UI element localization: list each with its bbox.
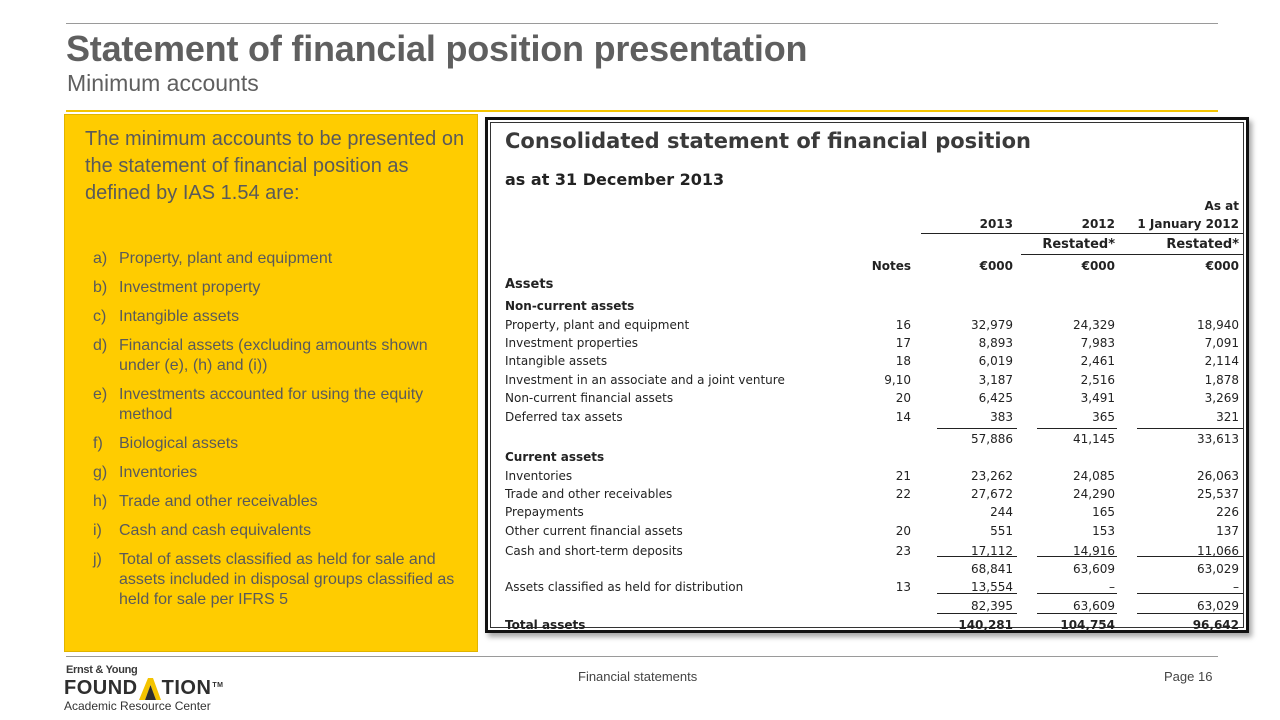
- row-notes: 18: [895, 354, 911, 368]
- row-label: Trade and other receivables: [505, 487, 673, 501]
- logo-trademark: TM: [212, 682, 224, 689]
- row-label: Investment properties: [505, 336, 639, 350]
- value-2013: 551: [990, 524, 1013, 538]
- page-number: Page 16: [1164, 669, 1213, 684]
- logo-a-icon: [139, 678, 161, 700]
- list-letter: b): [93, 279, 108, 296]
- unit-2013: €000: [979, 259, 1013, 273]
- list-text: Property, plant and equipment: [119, 250, 333, 267]
- value-2013: 8,893: [978, 336, 1013, 350]
- list-item: [93, 278, 465, 298]
- subtotal-rule: [937, 428, 1017, 429]
- value-2012: 24,290: [1073, 487, 1115, 501]
- list-text: Inventories: [119, 464, 198, 481]
- value-2012: 24,329: [1073, 318, 1115, 332]
- row-notes: 14: [895, 410, 911, 424]
- value-2013: 23,262: [971, 469, 1013, 483]
- value-2012: 2,516: [1080, 373, 1115, 387]
- list-item: [93, 550, 465, 610]
- list-text: Investment property: [119, 279, 261, 296]
- unit-2011: €000: [1205, 259, 1239, 273]
- current-heading: Current assets: [505, 450, 605, 464]
- bottom-rule: [66, 656, 1218, 657]
- value-2012: 3,491: [1080, 391, 1115, 405]
- page-subtitle: Minimum accounts: [67, 70, 259, 96]
- row-notes: 20: [895, 524, 911, 538]
- row-notes: 13: [895, 580, 911, 594]
- list-letter: a): [93, 250, 108, 267]
- subtotal-rule: [1037, 613, 1117, 614]
- list-text: Intangible assets: [119, 308, 240, 325]
- header-2013: 2013: [979, 217, 1013, 231]
- value-2011: 26,063: [1197, 469, 1239, 483]
- row-label: Property, plant and equipment: [505, 318, 690, 332]
- restated-2012: Restated*: [1042, 237, 1115, 252]
- value-2012: 153: [1092, 524, 1115, 538]
- value-2012: –: [1109, 580, 1115, 594]
- list-text: Biological assets: [119, 435, 239, 452]
- logo-academic-resource-center: Academic Resource Center: [64, 699, 211, 713]
- value-2013: 82,395: [971, 599, 1013, 613]
- value-2011: 11,066: [1197, 544, 1239, 558]
- header-as-at: As at: [1204, 199, 1239, 213]
- minimum-accounts-list: [93, 249, 465, 619]
- statement-title: Consolidated statement of financial position: [505, 129, 1031, 153]
- header-notes: Notes: [871, 259, 911, 273]
- list-letter: f): [93, 435, 103, 452]
- row-label: Assets classified as held for distribution: [505, 580, 744, 594]
- list-item: [93, 307, 465, 327]
- row-label: Prepayments: [505, 505, 584, 519]
- value-2011: 96,642: [1192, 618, 1239, 632]
- list-letter: d): [93, 337, 108, 354]
- value-2012: 24,085: [1073, 469, 1115, 483]
- value-2013: 27,672: [971, 487, 1013, 501]
- value-2012: 14,916: [1073, 544, 1115, 558]
- list-text: Trade and other receivables: [119, 493, 318, 510]
- list-letter: e): [93, 386, 108, 403]
- value-2013: 140,281: [958, 618, 1013, 632]
- value-2011: –: [1233, 580, 1239, 594]
- logo-text-tion: TION: [161, 677, 212, 699]
- list-item: [93, 336, 465, 376]
- row-label: Other current financial assets: [505, 524, 683, 538]
- list-text: Financial assets (excluding amounts shown under (e), (h) and (i)): [119, 337, 428, 374]
- financial-statement-table: [490, 122, 1244, 632]
- value-2012: 41,145: [1073, 432, 1115, 446]
- row-notes: 17: [895, 336, 911, 350]
- subtotal-rule: [937, 613, 1017, 614]
- value-2012: 2,461: [1080, 354, 1115, 368]
- restated-2011: Restated*: [1166, 237, 1239, 252]
- restated-rule: [1021, 254, 1243, 255]
- minimum-accounts-panel: [64, 114, 478, 652]
- value-2011: 226: [1216, 505, 1239, 519]
- top-rule: [66, 23, 1218, 24]
- subtotal-rule: [1137, 613, 1243, 614]
- value-2012: 7,983: [1080, 336, 1115, 350]
- value-2011: 63,029: [1197, 562, 1239, 576]
- assets-heading: Assets: [505, 277, 554, 292]
- subtotal-rule: [1137, 428, 1243, 429]
- foundation-logo: [64, 678, 224, 700]
- value-2011: 3,269: [1204, 391, 1239, 405]
- noncurrent-heading: Non-current assets: [505, 299, 635, 313]
- row-notes: 21: [895, 469, 911, 483]
- financial-statement-image: [485, 117, 1249, 633]
- value-2011: 7,091: [1204, 336, 1239, 350]
- row-label: Total assets: [505, 618, 586, 632]
- row-label: Inventories: [505, 469, 573, 483]
- row-notes: 9,10: [884, 373, 911, 387]
- value-2013: 57,886: [971, 432, 1013, 446]
- value-2011: 137: [1216, 524, 1239, 538]
- value-2013: 383: [990, 410, 1013, 424]
- subtotal-rule: [1037, 428, 1117, 429]
- list-item: [93, 521, 465, 541]
- list-letter: g): [93, 464, 108, 481]
- row-label: Intangible assets: [505, 354, 608, 368]
- value-2013: 6,425: [978, 391, 1013, 405]
- list-text: Investments accounted for using the equity method: [119, 386, 424, 423]
- value-2013: 3,187: [978, 373, 1013, 387]
- value-2011: 1,878: [1204, 373, 1239, 387]
- list-item: [93, 385, 465, 425]
- value-2013: 68,841: [971, 562, 1013, 576]
- footer-section-title: Financial statements: [578, 669, 698, 684]
- value-2012: 165: [1092, 505, 1115, 519]
- value-2012: 63,609: [1073, 599, 1115, 613]
- row-notes: 23: [895, 544, 911, 558]
- value-2012: 104,754: [1060, 618, 1115, 632]
- header-2012: 2012: [1081, 217, 1115, 231]
- unit-2012: €000: [1081, 259, 1115, 273]
- value-2011: 25,537: [1197, 487, 1239, 501]
- value-2011: 63,029: [1197, 599, 1239, 613]
- list-item: [93, 463, 465, 483]
- value-2013: 244: [990, 505, 1013, 519]
- page-title: Statement of financial position presentation: [66, 28, 808, 69]
- row-label: Investment in an associate and a joint venture: [505, 373, 785, 387]
- row-notes: 20: [895, 391, 911, 405]
- intro-text: The minimum accounts to be presented on the statement of financial position as defined by IAS 1.54 are:: [85, 128, 465, 204]
- row-label: Deferred tax assets: [505, 410, 623, 424]
- row-label: Non-current financial assets: [505, 391, 674, 405]
- list-text: Total of assets classified as held for sale and assets included in disposal groups classified as held for sale per IFRS 5: [119, 551, 455, 608]
- list-item: [93, 434, 465, 454]
- list-letter: j): [93, 551, 102, 568]
- statement-date: as at 31 December 2013: [505, 170, 725, 189]
- value-2011: 33,613: [1197, 432, 1239, 446]
- value-2012: 63,609: [1073, 562, 1115, 576]
- value-2013: 6,019: [978, 354, 1013, 368]
- list-item: [93, 249, 465, 269]
- header-1-jan-2012: 1 January 2012: [1137, 217, 1239, 231]
- list-item: [93, 492, 465, 512]
- row-label: Cash and short-term deposits: [505, 544, 683, 558]
- list-letter: c): [93, 308, 107, 325]
- value-2012: 365: [1092, 410, 1115, 424]
- row-notes: 16: [895, 318, 911, 332]
- value-2011: 2,114: [1204, 354, 1239, 368]
- row-notes: 22: [895, 487, 911, 501]
- logo-ernst-young: Ernst & Young: [66, 664, 138, 676]
- value-2011: 321: [1216, 410, 1239, 424]
- list-letter: i): [93, 522, 102, 539]
- gold-divider: [66, 110, 1218, 112]
- value-2013: 13,554: [971, 580, 1013, 594]
- value-2013: 17,112: [971, 544, 1013, 558]
- header-rule: [921, 233, 1243, 234]
- logo-text-found: FOUND: [64, 677, 138, 699]
- value-2011: 18,940: [1197, 318, 1239, 332]
- value-2013: 32,979: [971, 318, 1013, 332]
- list-text: Cash and cash equivalents: [119, 522, 312, 539]
- list-letter: h): [93, 493, 108, 510]
